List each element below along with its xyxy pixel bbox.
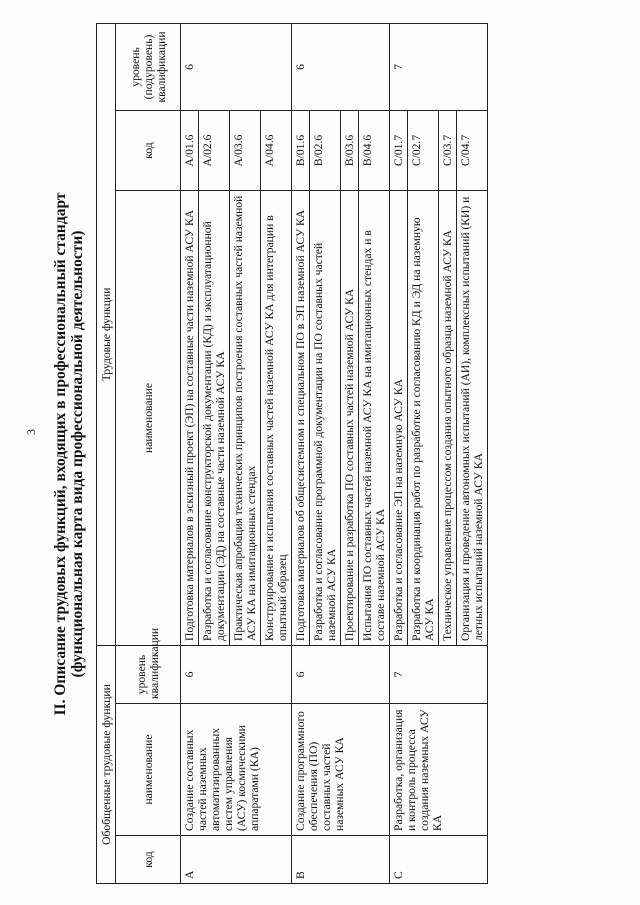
gen-code: C	[390, 836, 488, 884]
tf-code: C/02.7	[408, 111, 439, 191]
gen-code: B	[292, 836, 390, 884]
tf-level: 7	[390, 23, 488, 110]
gen-name: Разработка, организация и контроль процесса создания наземных АСУ КА	[390, 704, 488, 836]
header-tf-level: уровень (подуровень) квалификации	[116, 23, 181, 110]
header-generalized-functions: Обобщенные трудовые функции	[97, 646, 116, 884]
title-line-2: (функциональная карта вида профессиональной деятельности)	[69, 230, 86, 678]
header-code: код	[116, 836, 181, 884]
tf-code: A/02.6	[199, 111, 230, 191]
tf-code: B/02.6	[310, 111, 341, 191]
gen-level: 6	[181, 646, 292, 704]
gen-code: A	[181, 836, 292, 884]
tf-code: C/04.7	[457, 111, 488, 191]
table-row	[390, 23, 408, 883]
gen-level: 7	[390, 646, 488, 704]
tf-code: C/01.7	[390, 111, 408, 191]
header-level: уровень квалификации	[116, 646, 181, 704]
tf-name: Разработка и согласование конструкторской документации (КД) и эксплуатационной документации (ЭД) на составные части наземной АСУ КА	[199, 191, 230, 646]
tf-name: Конструирование и испытания составных частей наземной АСУ КА для интеграции в опытный образец	[261, 191, 292, 646]
header-labour-functions: Трудовые функции	[97, 23, 116, 645]
gen-name: Создание программного обеспечения (ПО) составных частей наземных АСУ КА	[292, 704, 390, 836]
functions-table	[96, 23, 488, 884]
tf-name: Подготовка материалов в эскизный проект (ЭП) на составные части наземной АСУ КА	[181, 191, 199, 646]
header-name: наименование	[116, 704, 181, 836]
tf-name: Организация и проведение автономных испытаний (АИ), комплексных испытаний (КИ) и летных испытаний наземной АСУ КА	[457, 191, 488, 646]
tf-level: 6	[292, 23, 390, 110]
header-tf-name: наименование	[116, 191, 181, 646]
tf-name: Техническое управление процессом создания опытного образца наземной АСУ КА	[439, 191, 457, 646]
tf-code: A/01.6	[181, 111, 199, 191]
tf-code: B/01.6	[292, 111, 310, 191]
header-tf-code: код	[116, 111, 181, 191]
tf-name: Разработка и координация работ по разработке и согласованию КД и ЭД на наземную АСУ КА	[408, 191, 439, 646]
tf-name: Разработка и согласование ЭП на наземную АСУ КА	[390, 191, 408, 646]
tf-code: B/03.6	[341, 111, 359, 191]
gen-level: 6	[292, 646, 390, 704]
tf-code: B/04.6	[359, 111, 390, 191]
tf-name: Практическая апробация технических принципов построения составных частей наземной АСУ КА на имитационных стендах	[230, 191, 261, 646]
page-number: 3	[24, 429, 38, 435]
table-row	[292, 23, 310, 883]
title-line-1: II. Описание трудовых функций, входящих в профессиональный стандарт	[52, 192, 69, 716]
tf-name: Подготовка материалов об общесистемном и специальном ПО в ЭП наземной АСУ КА	[292, 191, 310, 646]
tf-name: Разработка и согласование программной документации на ПО составных частей наземной АСУ КА	[310, 191, 341, 646]
tf-name: Испытания ПО составных частей наземной АСУ КА на имитационных стендах и в составе наземной АСУ КА	[359, 191, 390, 646]
rotated-page-content	[52, 24, 572, 884]
tf-name: Проектирование и разработка ПО составных частей наземной АСУ КА	[341, 191, 359, 646]
table-row	[181, 23, 199, 883]
tf-code: A/03.6	[230, 111, 261, 191]
tf-level: 6	[181, 23, 292, 110]
gen-name: Создание составных частей наземных автоматизированных систем управления (АСУ) космическими аппаратами (КА)	[181, 704, 292, 836]
page-title	[52, 24, 86, 884]
tf-code: C/03.7	[439, 111, 457, 191]
tf-code: A/04.6	[261, 111, 292, 191]
